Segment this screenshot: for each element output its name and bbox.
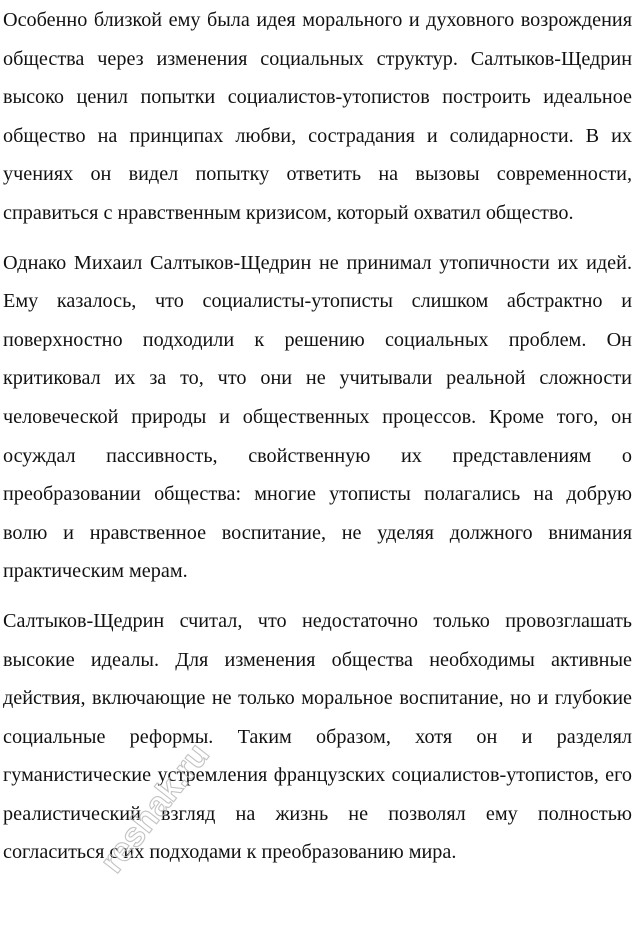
paragraph-3: Салтыков-Щедрин считал, что недостаточно только провозглашать высокие идеалы. Для изменения общества необходимы активные действия, включающие не только моральное воспитание, но и глубокие социальные реформы. Таким образом, хотя он и разделял гуманистические устремления французских социалистов-утопистов, его реалистический взгляд на жизнь не позволял ему полностью согласиться с их подходами к преобразованию мира. xyxy=(3,609,632,864)
paragraph-2: Однако Михаил Салтыков-Щедрин не принимал утопичности их идей. Ему казалось, что социалисты-утописты слишком абстрактно и поверхностно подходили к решению социальных проблем. Он критиковал их за то, что они не учитывали реальной сложности человеческой природы и общественных процессов. Кроме того, он осуждал пассивность, свойственную их представлениям о преобразовании общества: многие утописты полагались на добрую волю и нравственное воспитание, не уделяя должного внимания практическим мерам. xyxy=(3,251,632,583)
watermark-text: reshak.ru xyxy=(92,736,217,881)
document-page xyxy=(3,0,632,872)
paragraph-1: Особенно близкой ему была идея морального и духовного возрождения общества через изменения социальных структур. Салтыков-Щедрин высоко ценил попытки социалистов-утопистов построить идеальное общество на принципах любви, сострадания и солидарности. В их учениях он видел попытку ответить на вызовы современности, справиться с нравственным кризисом, который охватил общество. xyxy=(3,9,632,224)
